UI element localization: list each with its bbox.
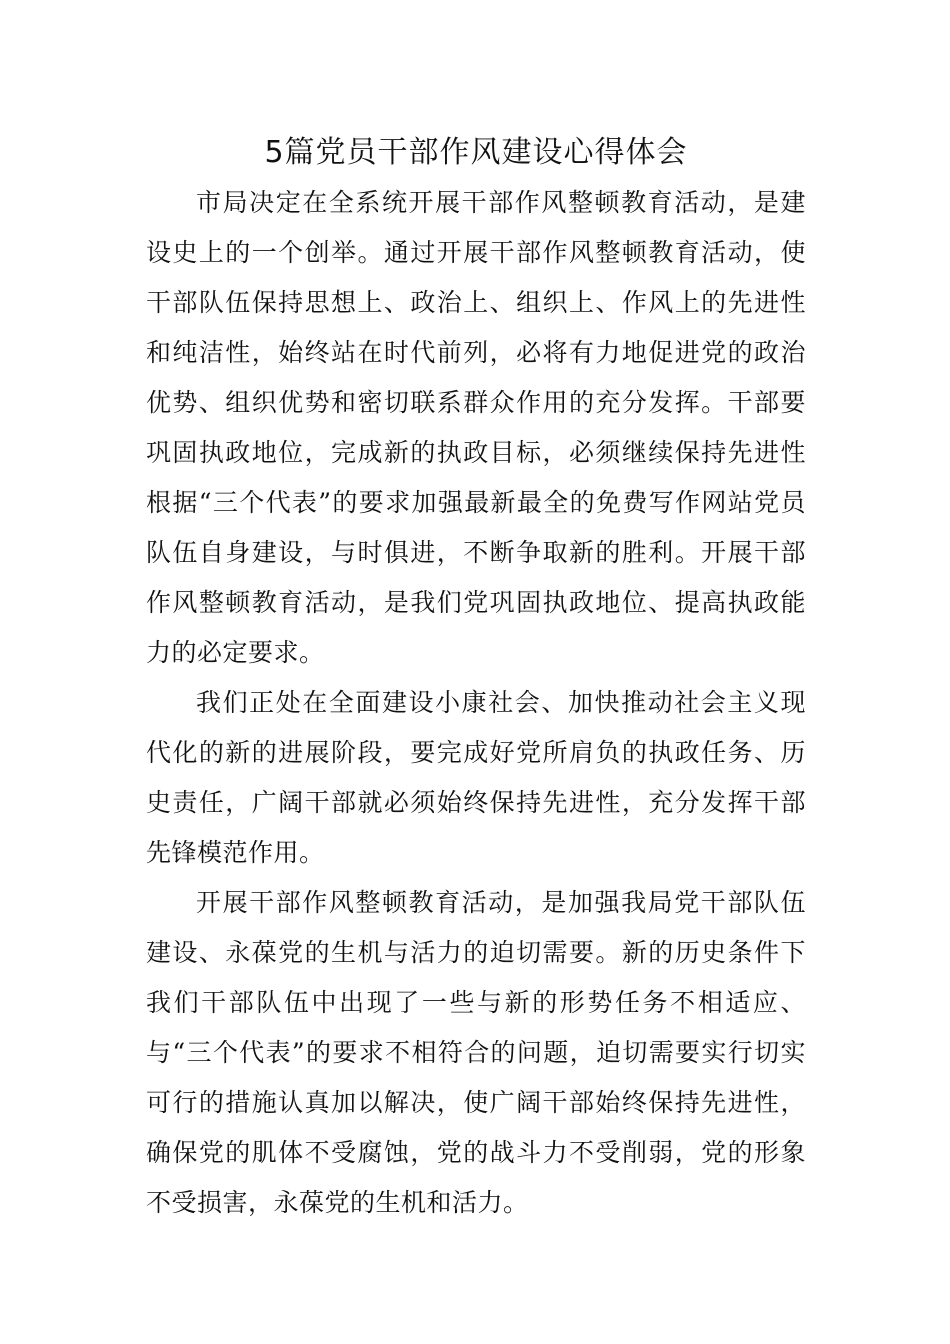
- document-title: 5篇党员干部作风建设心得体会: [264, 135, 688, 170]
- paragraph-2: 我们正处在全面建设小康社会、加快推动社会主义现代化的新的进展阶段，要完成好党所肩负的执政任务、历史责任，广阔干部就必须始终保持先进性，充分发挥干部先锋模范作用。: [146, 688, 806, 867]
- paragraph-1: 市局决定在全系统开展干部作风整顿教育活动，是建设史上的一个创举。通过开展干部作风整顿教育活动，使干部队伍保持思想上、政治上、组织上、作风上的先进性和纯洁性，始终站在时代前列，必将有力地促进党的政治优势、组织优势和密切联系群众作用的充分发挥。干部要巩固执政地位，完成新的执政目标，必须继续保持先进性根据“三个代表”的要求加强最新最全的免费写作网站党员队伍自身建设，与时俱进，不断争取新的胜利。开展干部作风整顿教育活动，是我们党巩固执政地位、提高执政能力的必定要求。: [146, 188, 806, 667]
- document-page: [146, 128, 806, 1228]
- paragraph-3: 开展干部作风整顿教育活动，是加强我局党干部队伍建设、永葆党的生机与活力的迫切需要。新的历史条件下我们干部队伍中出现了一些与新的形势任务不相适应、与“三个代表”的要求不相符合的问题，迫切需要实行切实可行的措施认真加以解决，使广阔干部始终保持先进性，确保党的肌体不受腐蚀，党的战斗力不受削弱，党的形象不受损害，永葆党的生机和活力。: [146, 888, 806, 1217]
